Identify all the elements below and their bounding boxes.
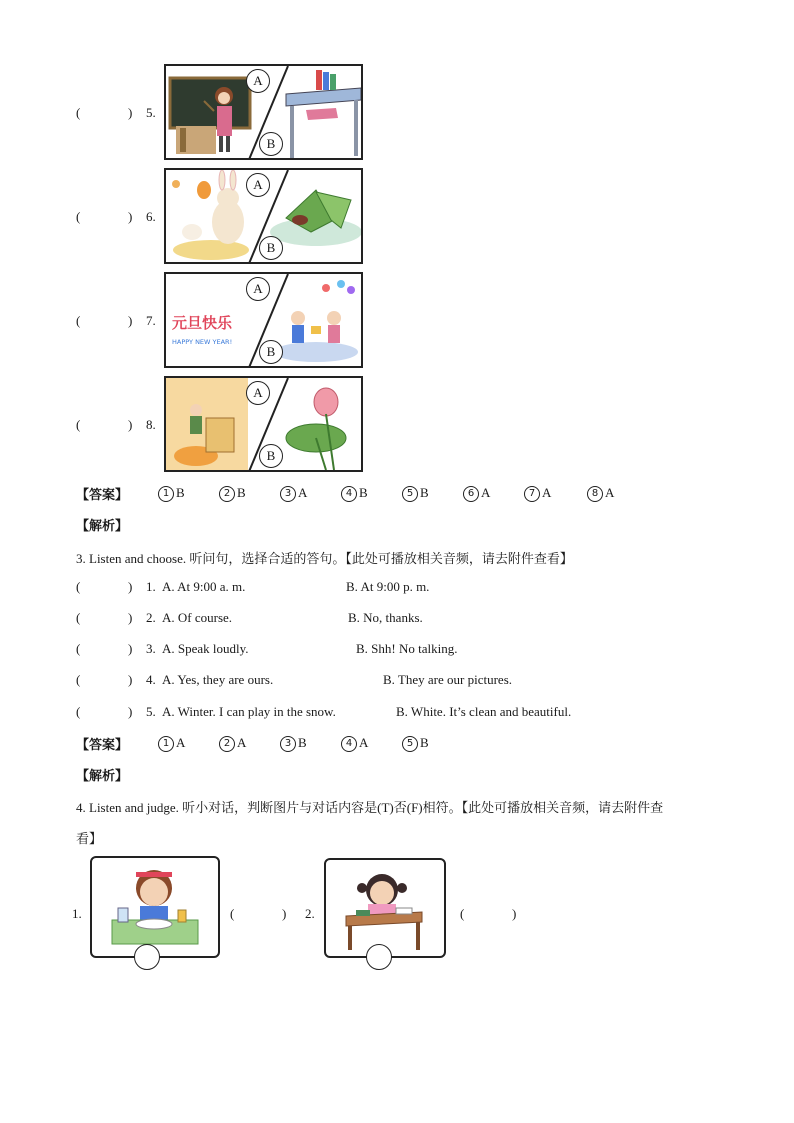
judge-circle[interactable] [134, 944, 160, 970]
answer-item: 8 A [587, 485, 614, 502]
new-year-en-text: HAPPY NEW YEAR! [172, 338, 233, 346]
picture-frame [90, 856, 220, 958]
answer-item: 7 A [524, 485, 551, 502]
question-number: 2. [146, 610, 156, 625]
section4-title: 4. Listen and judge. 听小对话，判断图片与对话内容是(T)否(F)相符。【此处可播放相关音频，请去附件查 [76, 800, 664, 815]
option-b-marker: B [259, 340, 283, 364]
picture-box [164, 168, 363, 264]
analysis-tag: 【解析】 [76, 519, 129, 534]
question-number: 6. [146, 209, 156, 224]
picture-box [164, 272, 363, 368]
question-number: 1. [72, 906, 82, 921]
option-b: B. White. It’s clean and beautiful. [396, 704, 572, 719]
answer-item: 6 A [463, 485, 490, 502]
option-a: A. At 9:00 a. m. [162, 579, 246, 594]
question-number: 2. [305, 906, 315, 921]
girl-eating-illustration [92, 858, 218, 956]
answer-tag: 【答案】 [76, 738, 129, 753]
option-a-marker: A [246, 173, 270, 197]
option-b-marker: B [259, 132, 283, 156]
question-number: 4. [146, 672, 156, 687]
question-number: 8. [146, 417, 156, 432]
option-a-marker: A [246, 69, 270, 93]
answer-item: 1 B [158, 485, 185, 502]
option-a: A. Of course. [162, 610, 233, 625]
question-number: 5. [146, 704, 156, 719]
girl-at-desk-illustration [326, 860, 444, 956]
new-year-cn-text: 元旦快乐 [172, 314, 233, 332]
option-a: A. Speak loudly. [162, 641, 249, 656]
section3-title: 3. Listen and choose. 听问句，选择合适的答句。【此处可播放相关音频，请去附件查看】 [76, 551, 573, 566]
option-b: B. No, thanks. [348, 610, 423, 625]
option-a-marker: A [246, 277, 270, 301]
option-b-marker: B [259, 236, 283, 260]
option-b: B. They are our pictures. [383, 672, 512, 687]
option-a: A. Winter. I can play in the snow. [162, 704, 336, 719]
question-number: 1. [146, 579, 156, 594]
option-a-marker: A [246, 381, 270, 405]
answer-item: 2 B [219, 485, 246, 502]
picture-frame [324, 858, 446, 958]
answer-item: 2 A [219, 735, 246, 752]
answer-item: 4 A [341, 735, 368, 752]
option-a: A. Yes, they are ours. [162, 672, 274, 687]
answer-item: 5 B [402, 735, 429, 752]
judge-circle[interactable] [366, 944, 392, 970]
answer-item: 3 B [280, 735, 307, 752]
question-number: 3. [146, 641, 156, 656]
answer-item: 3 A [280, 485, 307, 502]
option-b: B. At 9:00 p. m. [346, 579, 430, 594]
answer-item: 4 B [341, 485, 368, 502]
option-b: B. Shh! No talking. [356, 641, 458, 656]
question-number: 5. [146, 105, 156, 120]
section4-title-cont: 看】 [76, 831, 103, 846]
picture-box [164, 376, 363, 472]
option-b-marker: B [259, 444, 283, 468]
question-number: 7. [146, 313, 156, 328]
analysis-tag: 【解析】 [76, 769, 129, 784]
answer-tag: 【答案】 [76, 488, 129, 503]
answer-item: 5 B [402, 485, 429, 502]
answer-item: 1 A [158, 735, 185, 752]
picture-box [164, 64, 363, 160]
